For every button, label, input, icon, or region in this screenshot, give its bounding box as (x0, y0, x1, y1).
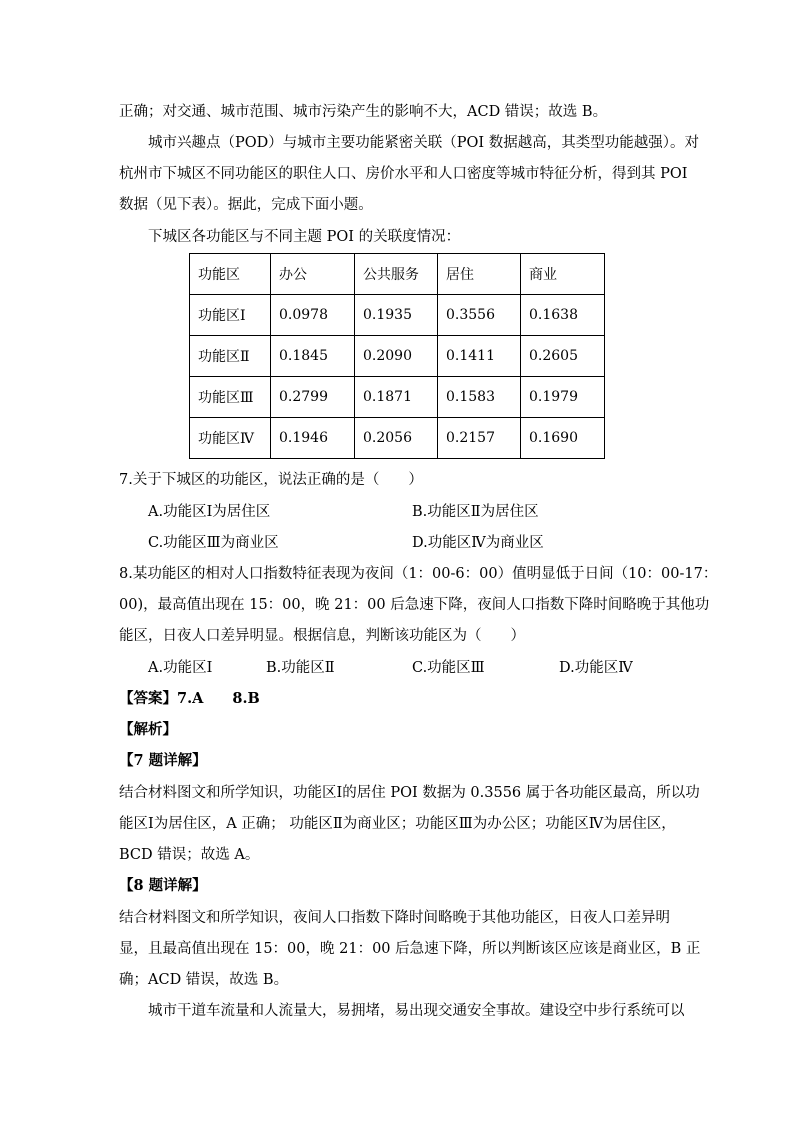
table-cell: 功能区Ⅲ (190, 377, 271, 418)
text-line: 城市兴趣点（POD）与城市主要功能紧密关联（POI 数据越高，其类型功能越强）。对 (148, 135, 699, 151)
table-cell: 0.1690 (521, 418, 605, 459)
detail-8-text: 结合材料图文和所学知识，夜间人口指数下降时间略晚于其他功能区，日夜人口差异明 (119, 910, 670, 926)
question-7-stem: 7.关于下城区的功能区，说法正确的是（ ） (119, 472, 423, 488)
detail-8-heading: 【8 题详解】 (119, 877, 207, 894)
answer-line: 【答案】7.A 8.B (119, 690, 260, 707)
table-header-cell: 居住 (438, 254, 521, 295)
question-7-option-b: B.功能区Ⅱ为居住区 (412, 504, 539, 520)
table-cell: 0.2605 (521, 336, 605, 377)
table-cell: 0.1411 (438, 336, 521, 377)
table-cell: 功能区Ⅳ (190, 418, 271, 459)
table-row (190, 418, 605, 459)
question-7-option-d: D.功能区Ⅳ为商业区 (412, 535, 544, 551)
table-cell: 0.1583 (438, 377, 521, 418)
poi-table (189, 253, 605, 459)
detail-7-text: BCD 错误；故选 A。 (119, 847, 260, 863)
question-8-option-b: B.功能区Ⅱ (266, 660, 335, 676)
table-row (190, 336, 605, 377)
question-8-option-a: A.功能区Ⅰ (148, 660, 213, 676)
table-cell: 0.3556 (438, 295, 521, 336)
table-caption: 下城区各功能区与不同主题 POI 的关联度情况： (148, 229, 461, 245)
table-cell: 0.1871 (355, 377, 438, 418)
table-header-row (190, 254, 605, 295)
table-cell: 0.1845 (271, 336, 355, 377)
question-8-option-d: D.功能区Ⅳ (559, 660, 633, 676)
table-cell: 0.1935 (355, 295, 438, 336)
table-cell: 0.0978 (271, 295, 355, 336)
table-header-cell: 公共服务 (355, 254, 438, 295)
table-cell: 0.1979 (521, 377, 605, 418)
table-row (190, 295, 605, 336)
detail-7-text: 结合材料图文和所学知识，功能区Ⅰ的居住 POI 数据为 0.3556 属于各功能区最高，所以功 (119, 785, 700, 801)
table-cell: 0.2157 (438, 418, 521, 459)
text-line: 城市干道车流量和人流量大，易拥堵，易出现交通安全事故。建设空中步行系统可以 (148, 1003, 685, 1019)
text-line: 数据（见下表）。据此，完成下面小题。 (119, 197, 373, 213)
detail-8-text: 确；ACD 错误，故选 B。 (119, 972, 289, 988)
question-8-stem: 能区，日夜人口差异明显。根据信息，判断该功能区为（ ） (119, 628, 525, 644)
detail-8-text: 显，且最高值出现在 15：00，晚 21：00 后急速下降，所以判断该区应该是商业区，B 正 (119, 941, 701, 957)
table-cell: 0.1946 (271, 418, 355, 459)
text-line: 正确；对交通、城市范围、城市污染产生的影响不大，ACD 错误；故选 B。 (119, 104, 608, 120)
table-cell: 0.2056 (355, 418, 438, 459)
table-row (190, 377, 605, 418)
table-header-cell: 商业 (521, 254, 605, 295)
question-8-stem: 00)，最高值出现在 15：00，晚 21：00 后急速下降，夜间人口指数下降时间略晚于其他功 (119, 597, 710, 613)
detail-7-heading: 【7 题详解】 (119, 752, 207, 769)
table-cell: 0.1638 (521, 295, 605, 336)
analysis-heading: 【解析】 (119, 721, 177, 738)
detail-7-text: 能区Ⅰ为居住区，A 正确； 功能区Ⅱ为商业区；功能区Ⅲ为办公区；功能区Ⅳ为居住区， (119, 816, 676, 832)
table-cell: 功能区Ⅱ (190, 336, 271, 377)
question-8-option-c: C.功能区Ⅲ (412, 660, 485, 676)
table-cell: 0.2799 (271, 377, 355, 418)
text-line: 杭州市下城区不同功能区的职住人口、房价水平和人口密度等城市特征分析，得到其 POI (119, 166, 688, 182)
question-7-option-c: C.功能区Ⅲ为商业区 (148, 535, 279, 551)
question-8-stem: 8.某功能区的相对人口指数特征表现为夜间（1：00-6：00）值明显低于日间（10：00-17： (119, 566, 718, 582)
table-header-cell: 办公 (271, 254, 355, 295)
question-7-option-a: A.功能区Ⅰ为居住区 (148, 504, 271, 520)
table-cell: 0.2090 (355, 336, 438, 377)
table-header-cell: 功能区 (190, 254, 271, 295)
table-cell: 功能区Ⅰ (190, 295, 271, 336)
